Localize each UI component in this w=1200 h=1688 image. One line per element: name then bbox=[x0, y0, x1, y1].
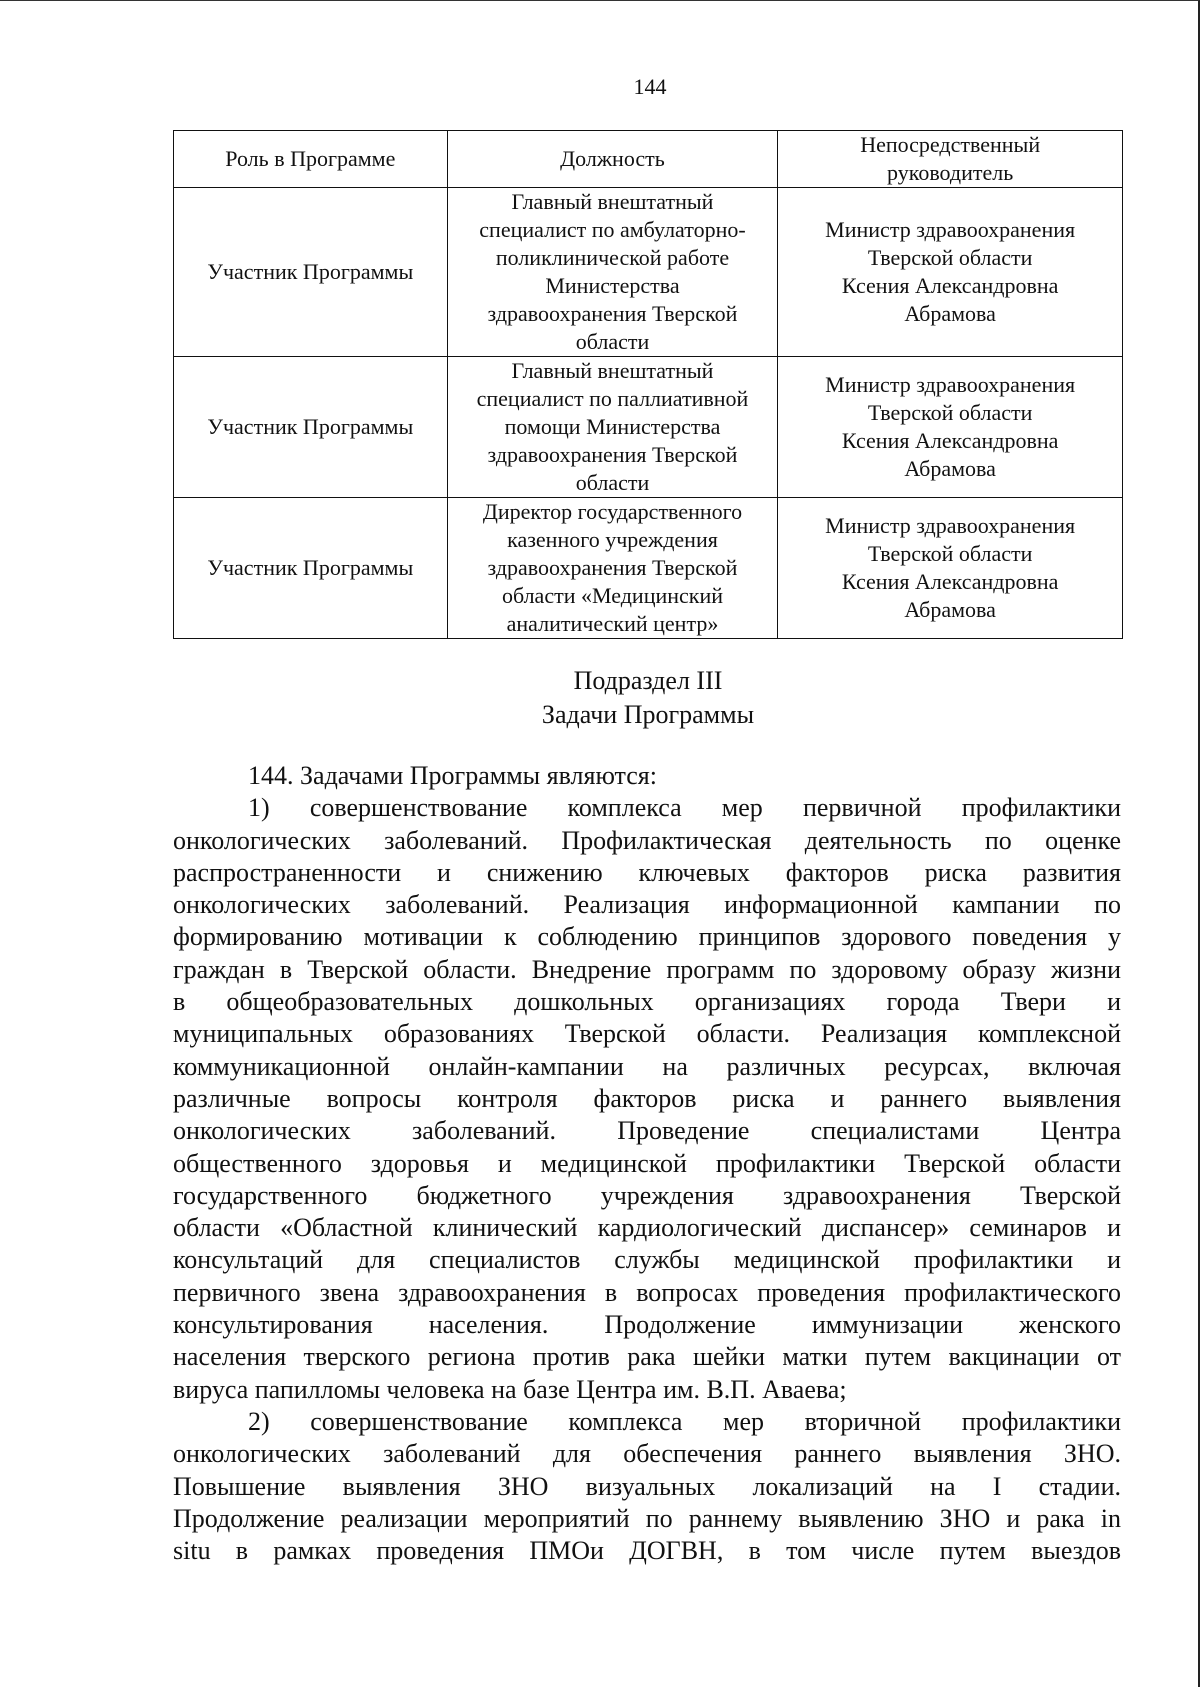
paragraph-line: граждан в Тверской области. Внедрение программ по здоровому образу жизни bbox=[173, 954, 1121, 984]
paragraph-line: муниципальных образованиях Тверской области. Реализация комплексной bbox=[173, 1019, 1121, 1049]
head-cell bbox=[778, 188, 1123, 357]
head-line: Абрамова bbox=[904, 301, 996, 326]
position-cell bbox=[447, 188, 778, 357]
header-head-line: Непосредственный bbox=[860, 132, 1041, 157]
position-line: Главный внештатный bbox=[511, 358, 714, 383]
section-title: Задачи Программы bbox=[541, 700, 755, 729]
table-row bbox=[174, 498, 1123, 639]
head-line: Министр здравоохранения bbox=[825, 217, 1076, 242]
header-head-line: руководитель bbox=[887, 160, 1014, 185]
paragraph-line: онкологических заболеваний для обеспечения раннего выявления ЗНО. bbox=[173, 1439, 1121, 1469]
role-cell: Участник Программы bbox=[174, 498, 448, 639]
paragraph-line: области «Областной клинический кардиологический диспансер» семинаров и bbox=[173, 1213, 1121, 1243]
paragraph-line: онкологических заболеваний. Проведение специалистами Центра bbox=[173, 1116, 1121, 1146]
position-line: казенного учреждения bbox=[507, 527, 718, 552]
paragraph-line: онкологических заболеваний. Профилактическая деятельность по оценке bbox=[173, 825, 1121, 855]
table-row bbox=[174, 188, 1123, 357]
head-line: Ксения Александровна bbox=[841, 273, 1059, 298]
paragraph-line: консультирования населения. Продолжение иммунизации женского bbox=[173, 1310, 1121, 1340]
role-cell: Участник Программы bbox=[174, 188, 448, 357]
head-cell bbox=[778, 498, 1123, 639]
position-cell bbox=[447, 498, 778, 639]
header-head bbox=[778, 131, 1123, 188]
position-cell bbox=[447, 357, 778, 498]
head-line: Ксения Александровна bbox=[841, 428, 1059, 453]
paragraph-line: в общеобразовательных дошкольных организациях города Твери и bbox=[173, 987, 1121, 1017]
role-cell: Участник Программы bbox=[174, 357, 448, 498]
head-cell bbox=[778, 357, 1123, 498]
position-line: специалист по амбулаторно- bbox=[479, 217, 746, 242]
paragraph-line: situ в рамках проведения ПМОи ДОГВН, в том числе путем выездов bbox=[173, 1536, 1121, 1566]
paragraph-line: 2) совершенствование комплекса мер вторичной профилактики bbox=[248, 1406, 1121, 1436]
paragraph-line: общественного здоровья и медицинской профилактики Тверской области bbox=[173, 1148, 1121, 1178]
position-line: здравоохранения Тверской bbox=[487, 442, 738, 467]
paragraph-line: вируса папилломы человека на базе Центра им. В.П. Аваева; bbox=[173, 1374, 847, 1404]
header-position: Должность bbox=[447, 131, 778, 188]
position-line: области bbox=[575, 470, 650, 495]
head-line: Ксения Александровна bbox=[841, 569, 1059, 594]
table-row bbox=[174, 357, 1123, 498]
position-line: здравоохранения Тверской bbox=[487, 301, 738, 326]
head-line: Абрамова bbox=[904, 597, 996, 622]
paragraph-line: консультаций для специалистов службы медицинской профилактики и bbox=[173, 1245, 1121, 1275]
position-line: области bbox=[575, 329, 650, 354]
head-line: Министр здравоохранения bbox=[825, 372, 1076, 397]
paragraph-line: распространенности и снижению ключевых факторов риска развития bbox=[173, 857, 1121, 887]
paragraph-line: различные вопросы контроля факторов риска и раннего выявления bbox=[173, 1083, 1121, 1113]
position-line: помощи Министерства bbox=[504, 414, 721, 439]
position-line: Министерства bbox=[545, 273, 680, 298]
paragraph-line: Повышение выявления ЗНО визуальных локализаций на I стадии. bbox=[173, 1471, 1121, 1501]
section-heading bbox=[173, 664, 1123, 732]
paragraph-line: коммуникационной онлайн-кампании на различных ресурсах, включая bbox=[173, 1051, 1121, 1081]
position-line: специалист по паллиативной bbox=[476, 386, 749, 411]
page-number: 144 bbox=[633, 74, 667, 99]
table-header-row bbox=[174, 131, 1123, 188]
position-line: области «Медицинский bbox=[501, 583, 724, 608]
position-line: поликлинической работе bbox=[495, 245, 730, 270]
program-roles-table bbox=[173, 130, 1123, 639]
head-line: Министр здравоохранения bbox=[825, 513, 1076, 538]
head-line: Абрамова bbox=[904, 456, 996, 481]
paragraph-line: формированию мотивации к соблюдению принципов здорового поведения у bbox=[173, 922, 1121, 952]
body-text bbox=[173, 760, 1121, 1567]
paragraph-line: 144. Задачами Программы являются: bbox=[248, 761, 657, 790]
paragraph-line: первичного звена здравоохранения в вопросах проведения профилактического bbox=[173, 1277, 1121, 1307]
position-line: аналитический центр» bbox=[506, 611, 719, 636]
position-line: здравоохранения Тверской bbox=[487, 555, 738, 580]
paragraph-line: государственного бюджетного учреждения здравоохранения Тверской bbox=[173, 1180, 1121, 1210]
header-role: Роль в Программе bbox=[174, 131, 448, 188]
paragraph-line: 1) совершенствование комплекса мер первичной профилактики bbox=[248, 793, 1121, 823]
paragraph-line: Продолжение реализации мероприятий по раннему выявлению ЗНО и рака in bbox=[173, 1503, 1121, 1533]
head-line: Тверской области bbox=[867, 541, 1033, 566]
section-subtitle: Подраздел III bbox=[573, 666, 723, 695]
position-line: Директор государственного bbox=[482, 499, 743, 524]
head-line: Тверской области bbox=[867, 245, 1033, 270]
paragraph-line: населения тверского региона против рака шейки матки путем вакцинации от bbox=[173, 1342, 1121, 1372]
paragraph-line: онкологических заболеваний. Реализация информационной кампании по bbox=[173, 890, 1121, 920]
position-line: Главный внештатный bbox=[511, 189, 714, 214]
head-line: Тверской области bbox=[867, 400, 1033, 425]
